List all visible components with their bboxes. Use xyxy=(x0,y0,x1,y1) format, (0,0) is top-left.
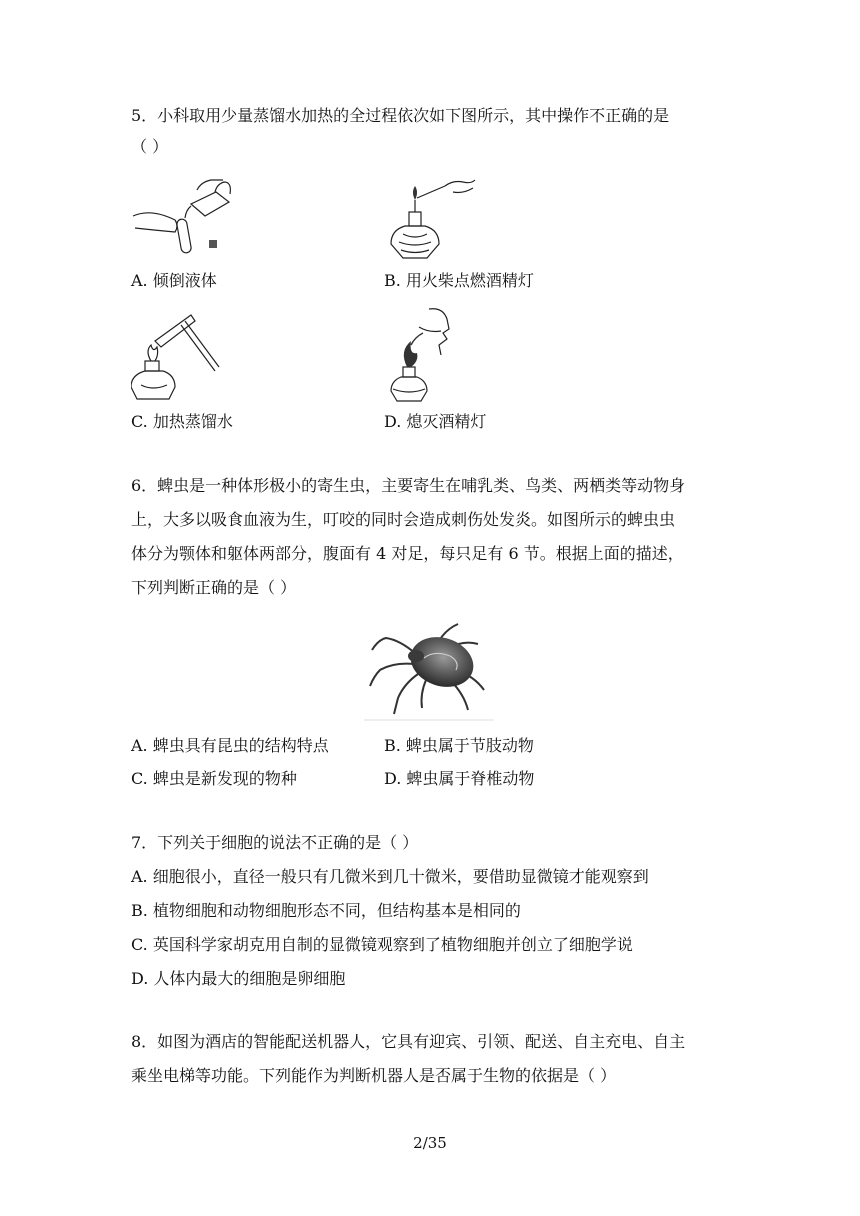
q7-stem: 7．下列关于细胞的说法不正确的是（ ） xyxy=(131,833,419,852)
page-number: 2/35 xyxy=(413,1134,447,1152)
q5-option-a: A. 倾倒液体 xyxy=(131,271,217,290)
heat-test-tube-illustration xyxy=(131,311,223,403)
q7-option-b: B. 植物细胞和动物细胞形态不同，但结构基本是相同的 xyxy=(131,901,521,920)
q6-option-c: C. 蜱虫是新发现的物种 xyxy=(131,769,297,788)
q5-option-c: C. 加热蒸馏水 xyxy=(131,412,233,431)
q5-stem-line1: 5．小科取用少量蒸馏水加热的全过程依次如下图所示，其中操作不正确的是 xyxy=(131,106,670,125)
q5-option-d: D. 熄灭酒精灯 xyxy=(384,412,487,431)
q7-option-d: D. 人体内最大的细胞是卵细胞 xyxy=(131,969,346,988)
pour-liquid-illustration xyxy=(131,174,236,254)
tick-photo xyxy=(364,610,494,722)
light-alcohol-lamp-illustration xyxy=(383,178,478,260)
q6-stem-line4: 下列判断正确的是（ ） xyxy=(131,578,297,597)
q6-stem-line3: 体分为颚体和躯体两部分，腹面有 4 对足，每只足有 6 节。根据上面的描述， xyxy=(131,544,684,563)
q8-stem-line1: 8．如图为酒店的智能配送机器人，它具有迎宾、引领、配送、自主充电、自主 xyxy=(131,1032,686,1051)
q6-option-b: B. 蜱虫属于节肢动物 xyxy=(384,736,534,755)
q5-stem-line2: （ ） xyxy=(131,137,169,156)
q6-option-a: A. 蜱虫具有昆虫的结构特点 xyxy=(131,736,329,755)
q6-stem-line2: 上，大多以吸食血液为生，叮咬的同时会造成刺伤处发炎。如图所示的蜱虫虫 xyxy=(131,510,676,529)
q6-stem-line1: 6．蜱虫是一种体形极小的寄生虫，主要寄生在哺乳类、鸟类、两栖类等动物身 xyxy=(131,476,686,495)
q7-option-c: C. 英国科学家胡克用自制的显微镜观察到了植物细胞并创立了细胞学说 xyxy=(131,935,633,954)
q6-option-d: D. 蜱虫属于脊椎动物 xyxy=(384,769,535,788)
q5-option-b: B. 用火柴点燃酒精灯 xyxy=(384,271,534,290)
q8-stem-line2: 乘坐电梯等功能。下列能作为判断机器人是否属于生物的依据是（ ） xyxy=(131,1066,617,1085)
q7-option-a: A. 细胞很小，直径一般只有几微米到几十微米，要借助显微镜才能观察到 xyxy=(131,867,649,886)
blow-out-lamp-illustration xyxy=(383,305,473,405)
